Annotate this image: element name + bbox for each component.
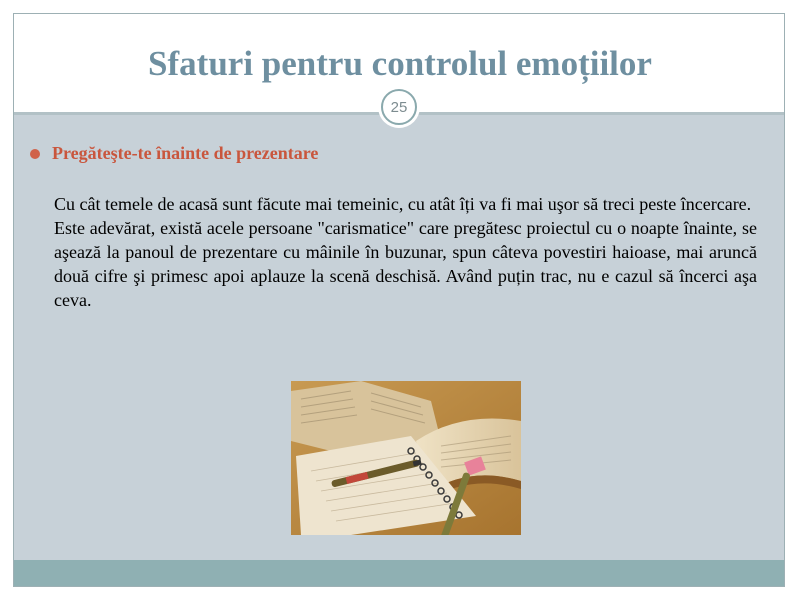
- bullet-icon: [30, 149, 40, 159]
- body-text: [54, 192, 757, 312]
- books-photo-icon: [291, 381, 521, 535]
- footer-bar: [14, 560, 784, 586]
- slide-title: Sfaturi pentru controlul emoțiilor: [148, 44, 652, 83]
- paragraph-1: Cu cât temele de acasă sunt făcute mai temeinic, cu atât îți va fi mai uşor să treci peste încercare.: [54, 194, 752, 214]
- books-photo: [291, 381, 521, 535]
- bullet-heading: Pregăteşte-te înainte de prezentare: [52, 143, 319, 163]
- bullet-heading-row: [30, 143, 318, 164]
- paragraph-2: Este adevărat, există acele persoane "carismatice" care pregătesc proiectul cu o noapte înainte, se aşează la panoul de prezentare cu mâinile în buzunar, spun câteva povestiri haioase, mai aruncă două cifre şi primesc apoi aplauze la scenă deschisă. Având puțin trac, nu e cazul să încerci aşa ceva.: [54, 218, 757, 310]
- slide-number-badge: 25: [381, 89, 417, 125]
